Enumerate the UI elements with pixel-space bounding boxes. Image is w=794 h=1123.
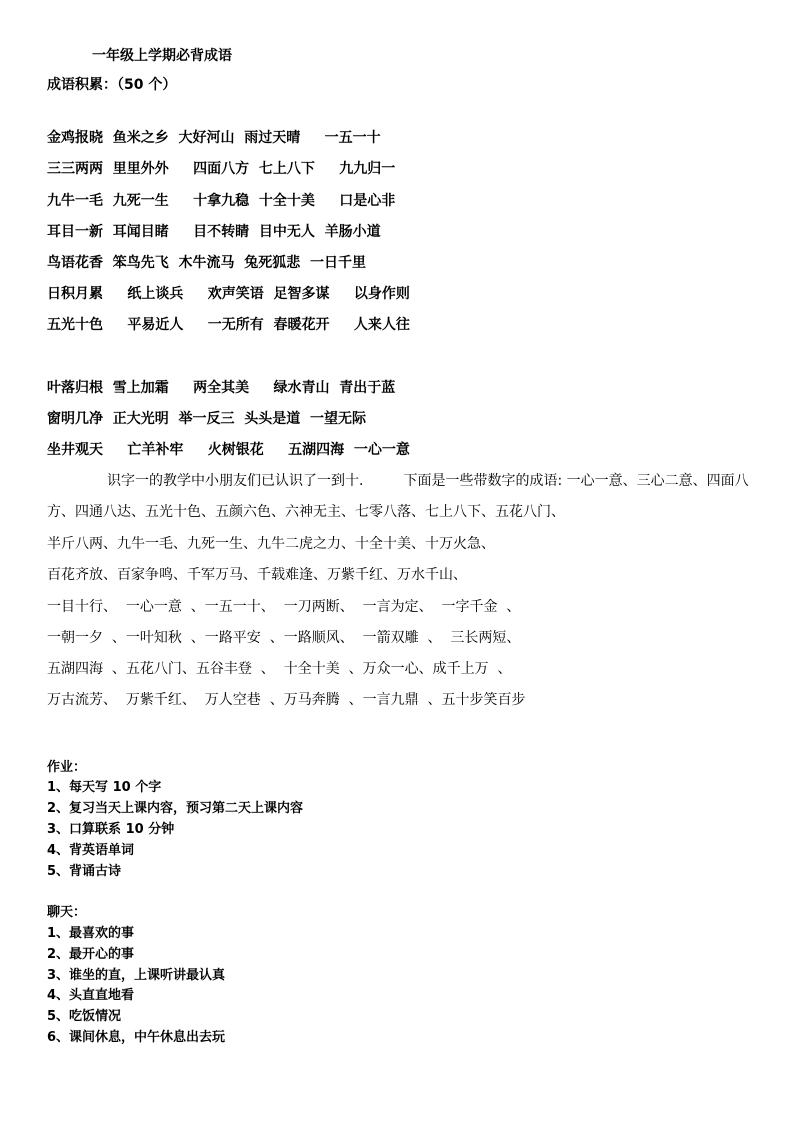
homework-heading: 作业： bbox=[47, 760, 87, 775]
idiom-line: 坐井观天 亡羊补牢 火树银花 五湖四海 一心一意 bbox=[47, 442, 410, 458]
paragraph-line: 方、四通八达、五光十色、五颜六色、六神无主、七零八落、七上八下、五花八门、 bbox=[47, 504, 565, 520]
chat-item: 5、吃饭情况 bbox=[47, 1009, 122, 1024]
chat-item: 4、头直直地看 bbox=[47, 988, 135, 1003]
chat-heading: 聊天： bbox=[47, 905, 87, 920]
paragraph-line: 识字一的教学中小朋友们已认识了一到十. 下面是一些带数字的成语: 一心一意、三心二意、四面八 bbox=[107, 473, 749, 489]
chat-item: 3、谁坐的直，上课听讲最认真 bbox=[47, 968, 226, 983]
idiom-line: 日积月累 纸上谈兵 欢声笑语 足智多谋 以身作则 bbox=[47, 286, 410, 302]
idiom-line: 耳目一新 耳闻目睹 目不转睛 目中无人 羊肠小道 bbox=[47, 224, 381, 240]
homework-item: 3、口算联系 10 分钟 bbox=[47, 822, 175, 837]
paragraph-line: 一目十行、 一心一意 、一五一十、 一刀两断、 一言为定、 一字千金 、 bbox=[47, 599, 521, 615]
chat-item: 2、最开心的事 bbox=[47, 947, 135, 962]
idiom-line: 叶落归根 雪上加霜 两全其美 绿水青山 青出于蓝 bbox=[47, 380, 396, 396]
idiom-line: 五光十色 平易近人 一无所有 春暖花开 人来人往 bbox=[47, 317, 410, 333]
section-subtitle: 成语积累：（50 个） bbox=[47, 77, 177, 93]
idiom-line: 九牛一毛 九死一生 十拿九稳 十全十美 口是心非 bbox=[47, 193, 396, 209]
idiom-line: 三三两两 里里外外 四面八方 七上八下 九九归一 bbox=[47, 161, 396, 177]
idiom-line: 金鸡报晓 鱼米之乡 大好河山 雨过天晴 一五一十 bbox=[47, 130, 381, 146]
homework-item: 5、背诵古诗 bbox=[47, 864, 122, 879]
idiom-line: 鸟语花香 笨鸟先飞 木牛流马 兔死狐悲 一日千里 bbox=[47, 255, 366, 271]
paragraph-line: 半斤八两、九牛一毛、九死一生、九牛二虎之力、十全十美、十万火急、 bbox=[47, 536, 495, 552]
homework-item: 2、复习当天上课内容，预习第二天上课内容 bbox=[47, 801, 304, 816]
homework-item: 4、背英语单词 bbox=[47, 843, 135, 858]
chat-item: 1、最喜欢的事 bbox=[47, 926, 135, 941]
paragraph-line: 一朝一夕 、一叶知秋 、一路平安 、一路顺风、 一箭双雕 、 三长两短、 bbox=[47, 630, 521, 646]
paragraph-line: 百花齐放、百家争鸣、千军万马、千载难逢、万紫千红、万水千山、 bbox=[47, 567, 467, 583]
page-title: 一年级上学期必背成语 bbox=[92, 48, 232, 64]
chat-item: 6、课间休息，中午休息出去玩 bbox=[47, 1030, 226, 1045]
idiom-line: 窗明几净 正大光明 举一反三 头头是道 一望无际 bbox=[47, 411, 366, 427]
paragraph-line: 万古流芳、 万紫千红、 万人空巷 、万马奔腾 、一言九鼎 、五十步笑百步 bbox=[47, 692, 526, 708]
paragraph-line: 五湖四海 、五花八门、五谷丰登 、 十全十美 、万众一心、成千上万 、 bbox=[47, 661, 512, 677]
homework-item: 1、每天写 10 个字 bbox=[47, 780, 162, 795]
